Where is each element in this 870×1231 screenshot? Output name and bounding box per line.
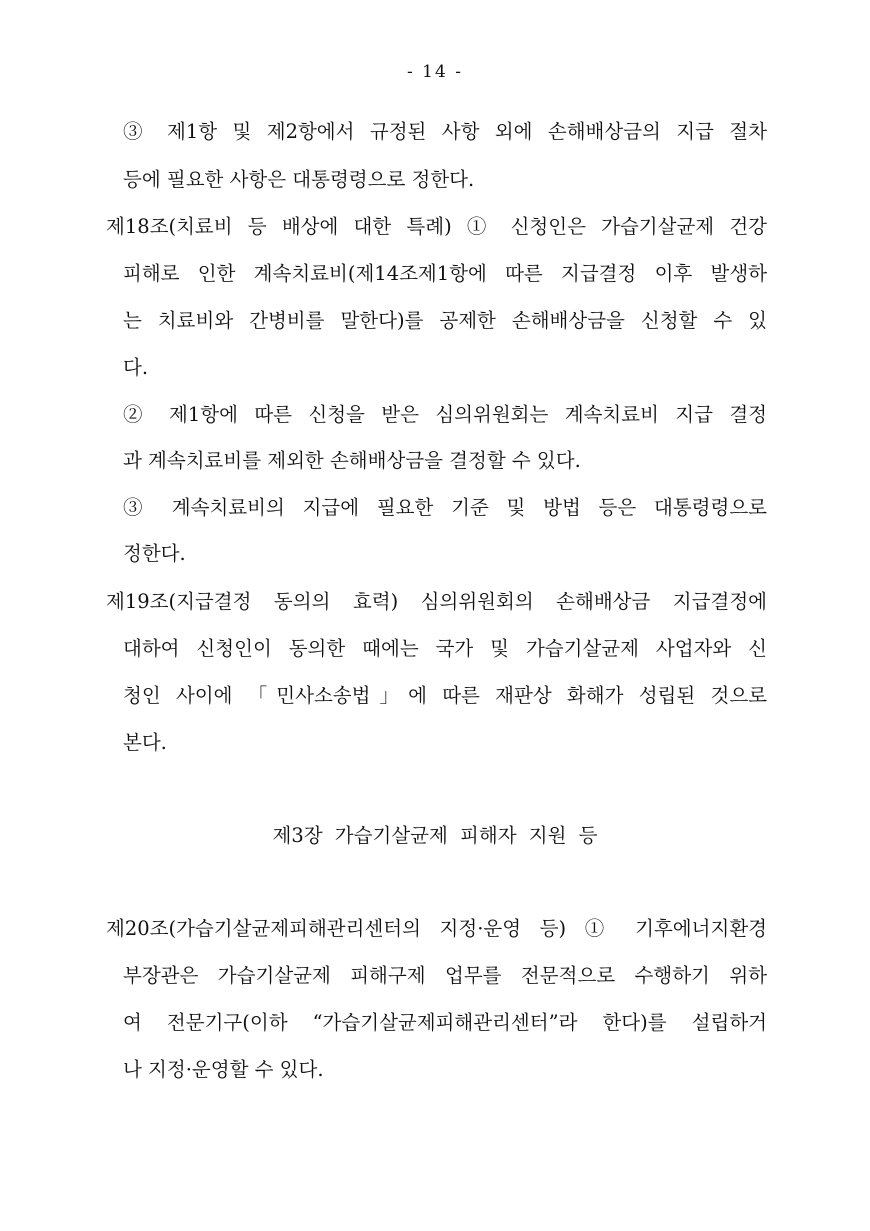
art18-p2-line-2: 과 계속치료비를 제외한 손해배상금을 결정할 수 있다. <box>123 449 581 472</box>
art17-p3-line-1: ③ 제1항 및 제2항에서 규정된 사항 외에 손해배상금의 지급 절차 <box>123 120 767 143</box>
art18-p3-line-2: 정한다. <box>123 542 186 565</box>
art19-line-2: 대하여 신청인이 동의한 때에는 국가 및 가습기살균제 사업자와 신 <box>123 637 767 660</box>
art17-p3-line-2: 등에 필요한 사항은 대통령령으로 정한다. <box>123 168 475 191</box>
chapter-heading: 제3장 가습기살균제 피해자 지원 등 <box>272 824 598 847</box>
art19-line-4: 본다. <box>123 731 167 754</box>
art18-line-4: 다. <box>123 356 149 379</box>
art18-line-1: 제18조(치료비 등 배상에 대한 특례) ① 신청인은 가습기살균제 건강 <box>106 215 767 238</box>
art18-p3-line-1: ③ 계속치료비의 지급에 필요한 기준 및 방법 등은 대통령령으로 <box>123 496 767 519</box>
art18-line-2: 피해로 인한 계속치료비(제14조제1항에 따른 지급결정 이후 발생하 <box>123 262 767 285</box>
art20-line-1: 제20조(가습기살균제피해관리센터의 지정·운영 등) ① 기후에너지환경 <box>106 917 767 940</box>
art20-line-2: 부장관은 가습기살균제 피해구제 업무를 전문적으로 수행하기 위하 <box>123 964 767 987</box>
art18-line-3: 는 치료비와 간병비를 말한다)를 공제한 손해배상금을 신청할 수 있 <box>123 309 767 332</box>
art18-p2-line-1: ② 제1항에 따른 신청을 받은 심의위원회는 계속치료비 지급 결정 <box>123 403 767 426</box>
page-number: - 14 - <box>407 62 463 82</box>
art19-line-1: 제19조(지급결정 동의의 효력) 심의위원회의 손해배상금 지급결정에 <box>106 590 767 613</box>
art20-line-3: 여 전문기구(이하 “가습기살균제피해관리센터”라 한다)를 설립하거 <box>123 1011 767 1034</box>
art20-line-4: 나 지정·운영할 수 있다. <box>123 1058 324 1081</box>
art19-line-3: 청인 사이에 「민사소송법」에 따른 재판상 화해가 성립된 것으로 <box>123 684 767 707</box>
